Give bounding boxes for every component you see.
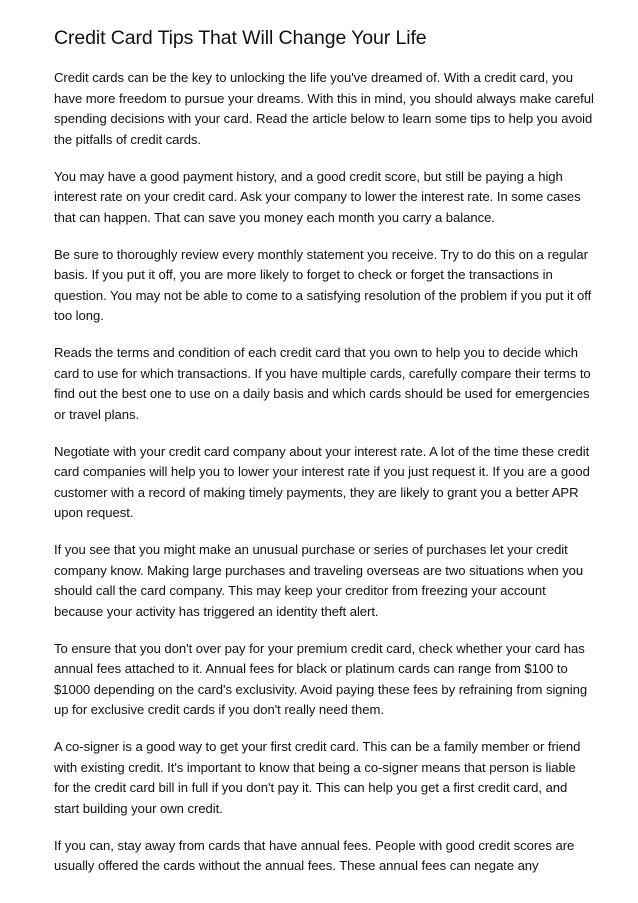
paragraph-4: Reads the terms and condition of each credit card that you own to help you to decide which card to use for which transactions. If you have multiple cards, carefully compare their terms to find out the best one to use on a daily basis and which cards should be used for emergencies or travel plans. (54, 345, 591, 422)
paragraph-1: Credit cards can be the key to unlocking the life you've dreamed of. With a credit card, you have more freedom to pursue your dreams. With this in mind, you should always make careful spending decisions with your card. Read the article below to learn some tips to help you avoid the pitfalls of credit cards. (54, 70, 594, 147)
paragraph-5: Negotiate with your credit card company about your interest rate. A lot of the time these credit card companies will help you to lower your interest rate if you just request it. If you are a good customer with a record of making timely payments, they are likely to grant you a better APR upon request. (54, 443, 590, 520)
paragraph-6: If you see that you might make an unusual purchase or series of purchases let your credit company know. Making large purchases and traveling overseas are two situations when you should call the card company. This may keep your creditor from freezing your account because your activity has triggered an identity theft alert. (54, 542, 584, 619)
paragraph-9: If you can, stay away from cards that have annual fees. People with good credit scores are usually offered the cards without the annual fees. These annual fees can negate any (54, 837, 575, 873)
page-title: Credit Card Tips That Will Change Your Life (54, 27, 427, 49)
paragraph-8: A co-signer is a good way to get your first credit card. This can be a family member or friend with existing credit. It's important to know that being a co-signer means that person is liable for the credit card bill in full if you don't pay it. This can help you get a first credit card, and start building your own credit. (54, 739, 581, 816)
document-page (54, 24, 594, 893)
paragraph-7: To ensure that you don't over pay for your premium credit card, check whether your card has annual fees attached to it. Annual fees for black or platinum cards can range from $100 to $1000 depending on the card's exclusivity. Avoid paying these fees by refraining from signing up for exclusive credit cards if you don't really need them. (54, 640, 588, 717)
paragraph-3: Be sure to thoroughly review every monthly statement you receive. Try to do this on a regular basis. If you put it off, you are more likely to forget to check or forget the transactions in question. You may not be able to come to a satisfying resolution of the problem if you put it off too long. (54, 246, 592, 323)
paragraph-2: You may have a good payment history, and a good credit score, but still be paying a high interest rate on your credit card. Ask your company to lower the interest rate. In some cases that can happen. That can save you money each month you carry a balance. (54, 168, 581, 225)
